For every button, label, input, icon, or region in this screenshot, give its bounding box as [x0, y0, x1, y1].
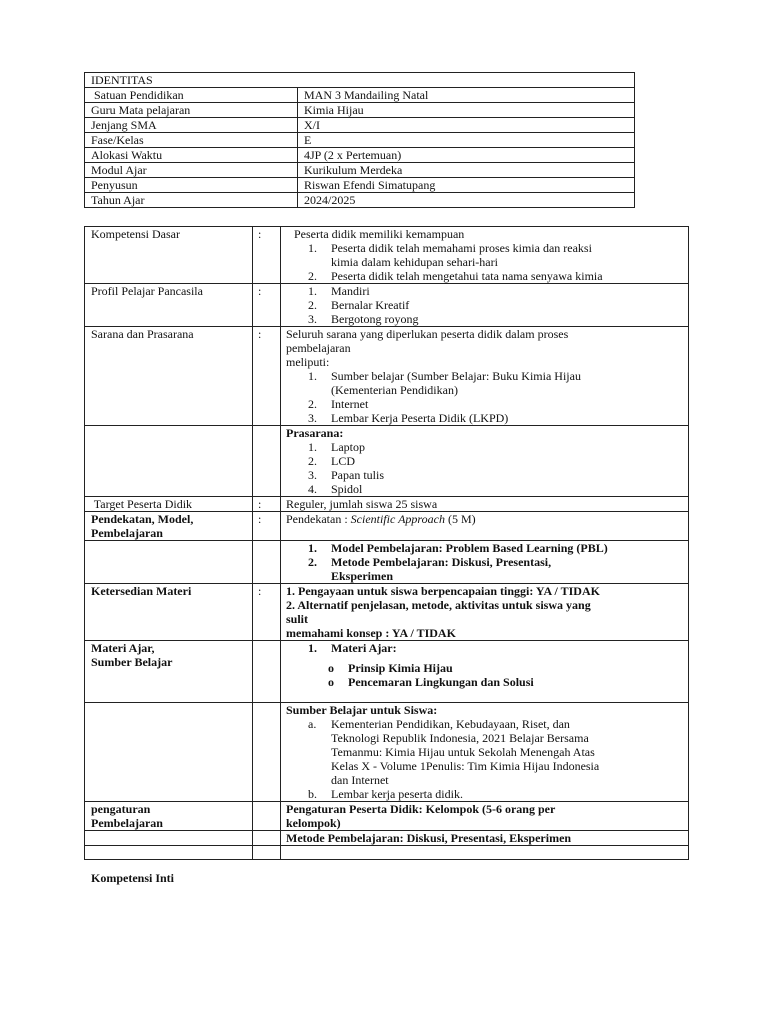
identity-label: Fase/Kelas: [85, 133, 298, 148]
row-label: Sarana dan Prasarana: [85, 327, 253, 426]
pengaturan-line: Pengaturan Peserta Didik: Kelompok (5-6 orang per: [286, 802, 556, 816]
list-item: [308, 440, 684, 454]
list-item: [308, 284, 684, 298]
identity-label: Modul Ajar: [85, 163, 298, 178]
list-marker: a.: [308, 717, 317, 731]
empty-cell: [85, 426, 253, 497]
sarana-intro: pembelajaran: [286, 341, 351, 355]
table-row: [85, 227, 689, 284]
list-text: Internet: [331, 397, 369, 411]
list-item: [308, 541, 684, 555]
sarana-intro: meliputi:: [286, 355, 330, 369]
list-text: Kementerian Pendidikan, Kebudayaan, Riset, dan: [331, 717, 570, 731]
list-number: 2.: [308, 397, 317, 411]
empty-cell: [85, 703, 253, 802]
list-item: [308, 482, 684, 496]
table-row: [85, 118, 635, 133]
target-value: Reguler, jumlah siswa 25 siswa: [281, 497, 689, 512]
empty-cell: [253, 703, 281, 802]
identity-value: Riswan Efendi Simatupang: [298, 178, 635, 193]
list-text: Laptop: [331, 440, 365, 454]
row-content: [281, 327, 689, 426]
list-item: [308, 468, 684, 482]
list-text: kimia dalam kehidupan sehari-hari: [331, 255, 498, 269]
colon-separator: :: [253, 227, 281, 284]
row-content: [281, 641, 689, 703]
row-label: Target Peserta Didik: [85, 497, 253, 512]
label-line: Sumber Belajar: [91, 655, 173, 669]
list-text: Papan tulis: [331, 468, 384, 482]
materi-list: [308, 641, 684, 655]
list-item: [308, 641, 684, 655]
availability-line: 1. Pengayaan untuk siswa berpencapaian tinggi: YA / TIDAK: [286, 584, 600, 598]
list-text: Pencemaran Lingkungan dan Solusi: [348, 675, 534, 689]
colon-separator: :: [253, 512, 281, 541]
table-row: [85, 163, 635, 178]
table-row: [85, 497, 689, 512]
list-text: Peserta didik telah memahami proses kimia dan reaksi: [331, 241, 592, 255]
identity-label: Guru Mata pelajaran: [85, 103, 298, 118]
identity-value: X/I: [298, 118, 635, 133]
list-item: [308, 312, 684, 326]
row-label: Profil Pelajar Pancasila: [85, 284, 253, 327]
kd-list: [308, 241, 684, 283]
table-row: [85, 426, 689, 497]
table-row: [85, 846, 689, 860]
empty-cell: [253, 831, 281, 846]
list-text: Materi Ajar:: [331, 641, 397, 655]
empty-cell: [85, 846, 253, 860]
row-content: [281, 284, 689, 327]
table-row: [85, 148, 635, 163]
approach-prefix: Pendekatan :: [286, 512, 351, 526]
empty-cell: [253, 426, 281, 497]
list-text: Teknologi Republik Indonesia, 2021 Belajar Bersama: [331, 731, 589, 745]
label-line: pengaturan: [91, 802, 151, 816]
availability-line: memahami konsep : YA / TIDAK: [286, 626, 456, 640]
identity-value: MAN 3 Mandailing Natal: [298, 88, 635, 103]
list-text: dan Internet: [331, 773, 389, 787]
identity-header-row: [85, 73, 635, 88]
list-number: 4.: [308, 482, 317, 496]
row-content: [281, 584, 689, 641]
list-item: [308, 397, 684, 411]
empty-cell: [281, 846, 689, 860]
list-number: 3.: [308, 312, 317, 326]
empty-cell: [253, 846, 281, 860]
list-text: (Kementerian Pendidikan): [331, 383, 458, 397]
sarana-list: [308, 369, 684, 425]
materi-sublist: [328, 661, 684, 689]
prasarana-title: Prasarana:: [286, 426, 344, 440]
table-row: [85, 831, 689, 846]
sumber-list: [308, 717, 684, 801]
list-item: [308, 369, 684, 397]
table-row: [85, 802, 689, 831]
row-content: [281, 541, 689, 584]
list-item: [308, 555, 684, 583]
list-number: 1.: [308, 369, 317, 383]
list-item: [328, 675, 684, 689]
identity-value: Kimia Hijau: [298, 103, 635, 118]
identity-value: E: [298, 133, 635, 148]
list-text: Eksperimen: [331, 569, 394, 583]
list-text: Spidol: [331, 482, 363, 496]
table-row: [85, 703, 689, 802]
empty-cell: [253, 802, 281, 831]
sarana-intro: Seluruh sarana yang diperlukan peserta didik dalam proses: [286, 327, 569, 341]
list-number: 1.: [308, 284, 317, 298]
availability-line: 2. Alternatif penjelasan, metode, aktivitas untuk siswa yang: [286, 598, 591, 612]
identity-header: IDENTITAS: [85, 73, 635, 88]
row-label: [85, 512, 253, 541]
row-label: [85, 641, 253, 703]
list-number: 2.: [308, 454, 317, 468]
list-number: 3.: [308, 468, 317, 482]
label-line: Pembelajaran: [91, 526, 163, 540]
identity-label: Satuan Pendidikan: [85, 88, 298, 103]
identity-label: Tahun Ajar: [85, 193, 298, 208]
row-content: [281, 426, 689, 497]
colon-separator: :: [253, 327, 281, 426]
list-number: 1.: [308, 641, 317, 655]
list-number: 2.: [308, 269, 317, 283]
list-text: LCD: [331, 454, 355, 468]
table-row: [85, 584, 689, 641]
profil-list: [308, 284, 684, 326]
identity-label: Alokasi Waktu: [85, 148, 298, 163]
list-item: [308, 269, 684, 283]
list-number: 3.: [308, 411, 317, 425]
table-row: [85, 88, 635, 103]
approach-suffix: (5 M): [444, 512, 476, 526]
list-text: Bernalar Kreatif: [331, 298, 410, 312]
prasarana-list: [308, 440, 684, 496]
label-line: Pendekatan, Model,: [91, 512, 194, 526]
availability-line: sulit: [286, 612, 309, 626]
list-number: 1.: [308, 440, 317, 454]
row-label: Kompetensi Dasar: [85, 227, 253, 284]
table-row: [85, 178, 635, 193]
identity-value: 2024/2025: [298, 193, 635, 208]
section-heading: Kompetensi Inti: [91, 871, 175, 885]
approach-name: Scientific Approach: [350, 512, 445, 526]
label-line: Pembelajaran: [91, 816, 163, 830]
colon-separator: :: [253, 284, 281, 327]
table-row: [85, 641, 689, 703]
row-label: Ketersedian Materi: [85, 584, 253, 641]
colon-separator: :: [253, 584, 281, 641]
empty-cell: [85, 831, 253, 846]
list-text: Model Pembelajaran: Problem Based Learning (PBL): [331, 541, 608, 555]
empty-cell: [253, 541, 281, 584]
list-item: [308, 241, 684, 269]
list-number: 1.: [308, 541, 317, 555]
row-content: [281, 227, 689, 284]
row-label: [85, 802, 253, 831]
row-content: [281, 802, 689, 831]
bullet-marker: o: [328, 675, 334, 689]
empty-cell: [85, 541, 253, 584]
list-text: Metode Pembelajaran: Diskusi, Presentasi,: [331, 555, 552, 569]
identity-label: Jenjang SMA: [85, 118, 298, 133]
list-item: [328, 661, 684, 675]
list-text: Bergotong royong: [331, 312, 419, 326]
bullet-marker: o: [328, 661, 334, 675]
row-content: [281, 703, 689, 802]
table-row: [85, 284, 689, 327]
model-list: [308, 541, 684, 583]
pengaturan-line: kelompok): [286, 816, 341, 830]
identity-value: Kurikulum Merdeka: [298, 163, 635, 178]
table-row: [85, 133, 635, 148]
table-row: [85, 512, 689, 541]
list-item: [308, 298, 684, 312]
row-content: [281, 512, 689, 541]
module-table: [84, 226, 689, 860]
identity-label: Penyusun: [85, 178, 298, 193]
list-number: 2.: [308, 298, 317, 312]
table-row: [85, 193, 635, 208]
list-number: 2.: [308, 555, 317, 569]
list-text: Mandiri: [331, 284, 370, 298]
list-item: [308, 411, 684, 425]
list-text: Lembar Kerja Peserta Didik (LKPD): [331, 411, 509, 425]
list-text: Sumber belajar (Sumber Belajar: Buku Kimia Hijau: [331, 369, 581, 383]
empty-cell: [253, 641, 281, 703]
identity-value: 4JP (2 x Pertemuan): [298, 148, 635, 163]
metode-line: Metode Pembelajaran: Diskusi, Presentasi, Eksperimen: [281, 831, 689, 846]
list-text: Temanmu: Kimia Hijau untuk Sekolah Menengah Atas: [331, 745, 595, 759]
list-text: Peserta didik telah mengetahui tata nama senyawa kimia: [331, 269, 603, 283]
list-text: Lembar kerja peserta didik.: [331, 787, 463, 801]
label-line: Materi Ajar,: [91, 641, 155, 655]
table-row: [85, 327, 689, 426]
kd-intro: Peserta didik memiliki kemampuan: [294, 227, 465, 241]
list-text: Kelas X - Volume 1Penulis: Tim Kimia Hijau Indonesia: [331, 759, 600, 773]
list-item: [308, 787, 684, 801]
colon-separator: :: [253, 497, 281, 512]
list-marker: b.: [308, 787, 317, 801]
table-row: [85, 103, 635, 118]
sumber-title: Sumber Belajar untuk Siswa:: [286, 703, 438, 717]
list-text: Prinsip Kimia Hijau: [348, 661, 453, 675]
list-number: 1.: [308, 241, 317, 255]
table-row: [85, 541, 689, 584]
list-item: [308, 717, 684, 787]
list-item: [308, 454, 684, 468]
identity-table: [84, 72, 635, 208]
